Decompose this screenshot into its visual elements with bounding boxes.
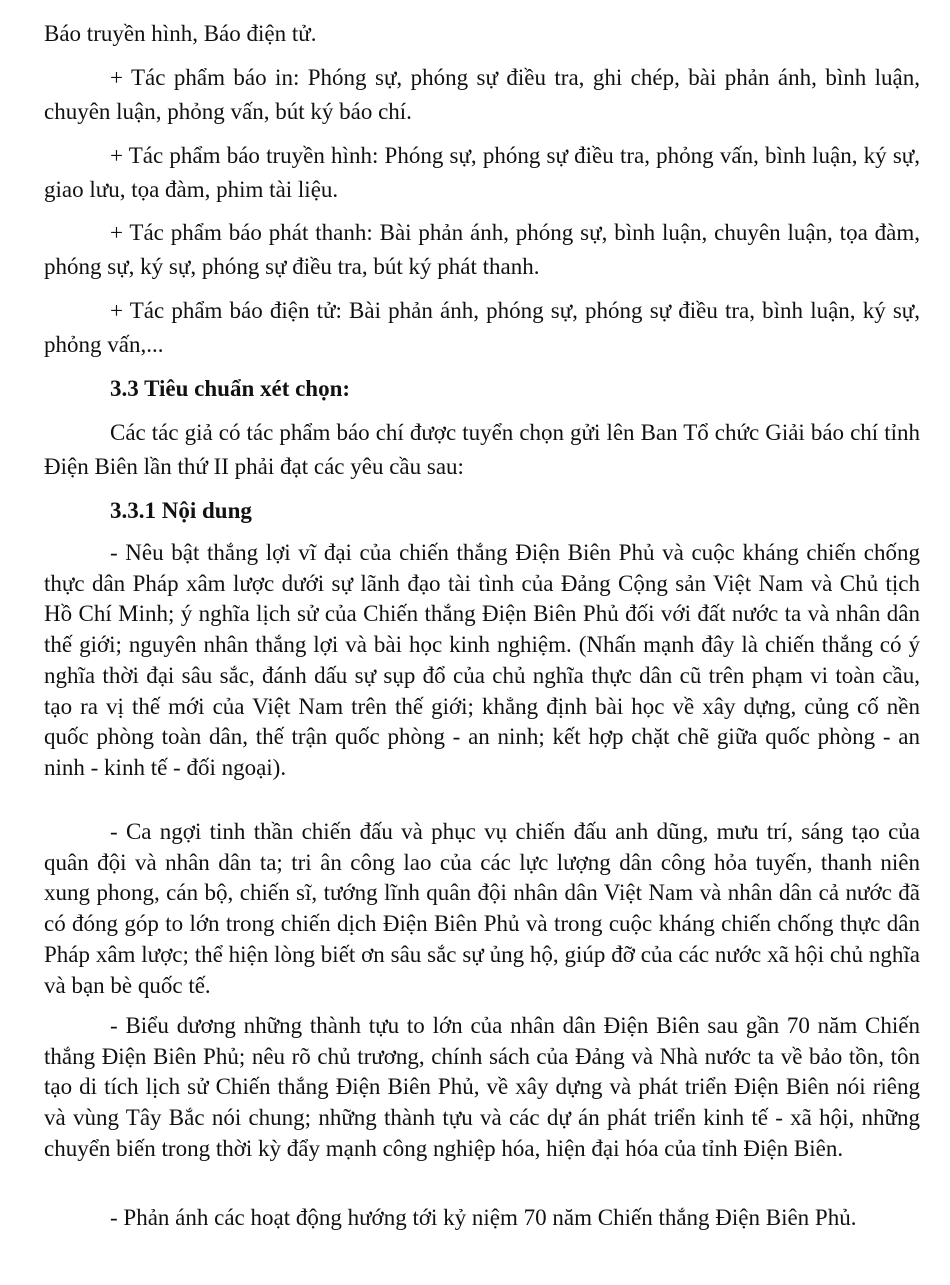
content-item-2: - Ca ngợi tinh thần chiến đấu và phục vụ chiến đấu anh dũng, mưu trí, sáng tạo của quân đội và nhân dân ta; tri ân công lao của các lực lượng dân công hỏa tuyến, thanh niên xung phong, cán bộ, chiến sĩ, tướng lĩnh quân đội nhân dân Việt Nam và nhân dân cả nước đã có đóng góp to lớn trong chiến dịch Điện Biên Phủ và trong cuộc kháng chiến chống thực dân Pháp xâm lược; thể hiện lòng biết ơn sâu sắc sự ủng hộ, giúp đỡ của các nước xã hội chủ nghĩa và bạn bè quốc tế. <box>44 819 920 998</box>
section-heading-3-3: 3.3 Tiêu chuẩn xét chọn: <box>110 376 351 401</box>
content-item-3: - Biểu dương những thành tựu to lớn của nhân dân Điện Biên sau gần 70 năm Chiến thắng Điện Biên Phủ; nêu rõ chủ trương, chính sách của Đảng và Nhà nước ta về bảo tồn, tôn tạo di tích lịch sử Chiến thắng Điện Biên Phủ, về xây dựng và phát triển Điện Biên nói riêng và vùng Tây Bắc nói chung; những thành tựu và các dự án phát triển kinh tế - xã hội, những chuyển biến trong thời kỳ đẩy mạnh công nghiệp hóa, hiện đại hóa của tỉnh Điện Biên. <box>44 1013 920 1161</box>
paragraph-online-works: + Tác phẩm báo điện tử: Bài phản ánh, phóng sự, phóng sự điều tra, bình luận, ký sự, phỏng vấn,... <box>44 298 920 357</box>
paragraph-tv-works: + Tác phẩm báo truyền hình: Phóng sự, phóng sự điều tra, phỏng vấn, bình luận, ký sự, giao lưu, tọa đàm, phim tài liệu. <box>44 143 920 202</box>
paragraph-continuation: Báo truyền hình, Báo điện tử. <box>44 21 317 46</box>
paragraph-criteria-intro: Các tác giả có tác phẩm báo chí được tuyển chọn gửi lên Ban Tổ chức Giải báo chí tỉnh Điện Biên lần thứ II phải đạt các yêu cầu sau: <box>44 420 920 479</box>
content-item-1: - Nêu bật thắng lợi vĩ đại của chiến thắng Điện Biên Phủ và cuộc kháng chiến chống thực dân Pháp xâm lược dưới sự lãnh đạo tài tình của Đảng Cộng sản Việt Nam và Chủ tịch Hồ Chí Minh; ý nghĩa lịch sử của Chiến thắng Điện Biên Phủ đối với đất nước ta và nhân dân thế giới; nguyên nhân thắng lợi và bài học kinh nghiệm. (Nhấn mạnh đây là chiến thắng có ý nghĩa thời đại sâu sắc, đánh dấu sự sụp đổ của chủ nghĩa thực dân cũ trên phạm vi toàn cầu, tạo ra vị thế mới của Việt Nam trên thế giới; khẳng định bài học về xây dựng, củng cố nền quốc phòng toàn dân, thế trận quốc phòng - an ninh; kết hợp chặt chẽ giữa quốc phòng - an ninh - kinh tế - đối ngoại). <box>44 540 920 780</box>
section-heading-3-3-1: 3.3.1 Nội dung <box>110 498 252 523</box>
paragraph-print-works: + Tác phẩm báo in: Phóng sự, phóng sự điều tra, ghi chép, bài phản ánh, bình luận, chuyên luận, phỏng vấn, bút ký báo chí. <box>44 65 920 124</box>
paragraph-radio-works: + Tác phẩm báo phát thanh: Bài phản ánh, phóng sự, bình luận, chuyên luận, tọa đàm, phóng sự, ký sự, phóng sự điều tra, bút ký phát thanh. <box>44 220 920 279</box>
content-item-4: - Phản ánh các hoạt động hướng tới kỷ niệm 70 năm Chiến thắng Điện Biên Phủ. <box>110 1205 857 1230</box>
